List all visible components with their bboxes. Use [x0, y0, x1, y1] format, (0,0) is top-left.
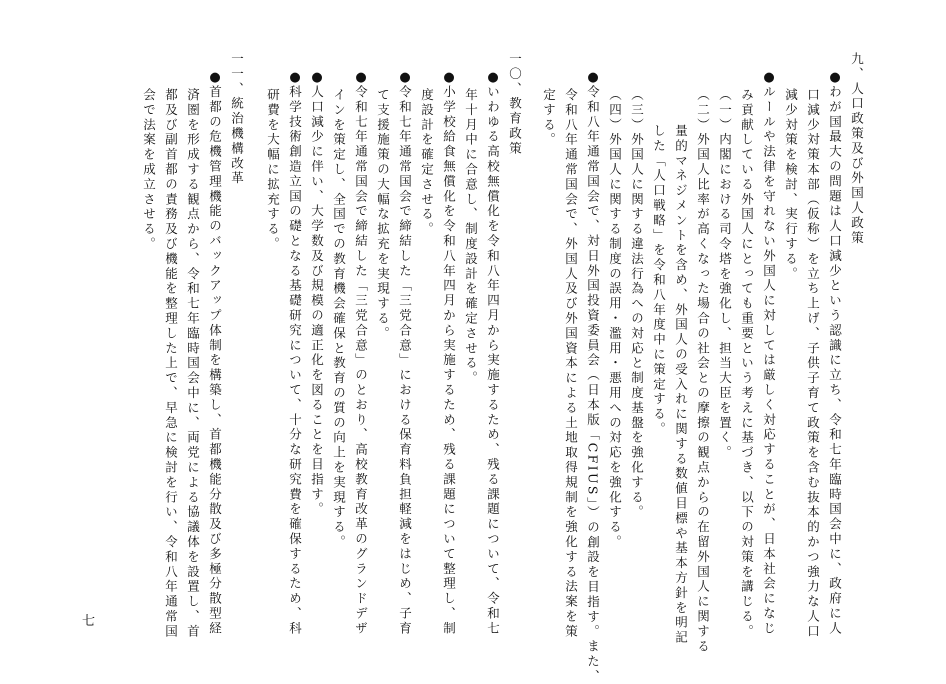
bullet-icon: ● [353, 70, 369, 85]
paragraph-line: 令和八年通常国会で、外国人及び外国資本による土地取得規制を強化する法案を策 [563, 88, 579, 640]
paragraph-line: した「人口戦略」を令和八年度中に策定する。 [651, 124, 667, 437]
list-item-3: （三）外国人に関する違法行為への対応と制度基盤を強化する。 [629, 88, 645, 521]
paragraph-line: ●令和七年通常国会で締結した「三党合意」における保育料負担軽減をはじめ、子育 [397, 70, 413, 637]
list-item-4: （四）外国人に関する制度の誤用・濫用・悪用への対応を強化する。 [607, 88, 623, 550]
paragraph-line: ●令和八年通常国会で、対日外国投資委員会（日本版「CFIUS」）の創設を目指す。また、 [585, 70, 601, 684]
paragraph-line: ●人口減少に伴い、大学数及び規模の適正化を図ることを目指す。 [309, 70, 325, 518]
paragraph-line: ●令和七年通常国会で締結した「三党合意」のとおり、高校教育改革のグランドデザ [353, 70, 369, 637]
bullet-icon: ● [309, 70, 325, 85]
bullet-icon: ● [287, 70, 303, 85]
paragraph-line: 度設計を確定させる。 [419, 88, 435, 237]
paragraph-line: て支援施策の大幅な拡充を実現する。 [375, 88, 391, 342]
section-heading-10: 一〇、教育政策 [507, 52, 523, 157]
paragraph-line: 都及び副首都の責務及び機能を整理した上で、早急に検討を行い、令和八年通常国 [163, 88, 179, 640]
paragraph-line: ●首都の危機管理機能のバックアップ体制を構築し、首都機能分散及び多極分散型経 [207, 70, 223, 637]
bullet-icon: ● [827, 70, 843, 85]
paragraph-line: ●いわゆる高校無償化を令和八年四月から実施するため、残る課題について、令和七 [485, 70, 501, 637]
section-heading-9: 九、人口政策及び外国人政策 [849, 52, 865, 246]
paragraph-line: 量的マネジメントを含め、外国人の受入れに関する数値目標や基本方針を明記 [673, 124, 689, 646]
paragraph-line: ●ルールや法律を守れない外国人に対しては厳しく対応することが、日本社会になじ [761, 70, 777, 637]
page-number: 七 [82, 614, 96, 629]
paragraph-line: 年十月中に合意し、制度設計を確定させる。 [463, 88, 479, 386]
section-heading-11: 一一、統治機構改革 [229, 52, 245, 187]
bullet-icon: ● [207, 70, 223, 85]
paragraph-line: 定する。 [541, 88, 557, 148]
paragraph-line: インを策定し、全国での教育機会確保と教育の質の向上を実現する。 [331, 88, 347, 550]
bullet-icon: ● [397, 70, 413, 85]
list-item-2: （二）外国人比率が高くなった場合の社会との摩擦の観点からの在留外国人に関する [695, 88, 711, 655]
paragraph-line: 研費を大幅に拡充する。 [265, 88, 281, 252]
paragraph-line: ●わが国最大の問題は人口減少という認識に立ち、令和七年臨時国会中に、政府に人 [827, 70, 843, 637]
bullet-icon: ● [485, 70, 501, 85]
paragraph-line: 済圏を形成する観点から、令和七年臨時国会中に、両党による協議体を設置し、首 [185, 88, 201, 640]
paragraph-line: ●小学校給食無償化を令和八年四月から実施するため、残る課題について整理し、制 [441, 70, 457, 637]
paragraph-line: 会で法案を成立させる。 [141, 88, 157, 252]
bullet-icon: ● [585, 70, 601, 85]
bullet-icon: ● [441, 70, 457, 85]
paragraph-line: 減少対策を検討、実行する。 [783, 88, 799, 282]
bullet-icon: ● [761, 70, 777, 85]
paragraph-line: 口減少対策本部（仮称）を立ち上げ、子供子育て政策を含む抜本的かつ強力な人口 [805, 88, 821, 640]
list-item-1: （一）内閣における司令塔を強化し、担当大臣を置く。 [717, 88, 733, 461]
paragraph-line: ●科学技術創造立国の礎となる基礎研究について、十分な研究費を確保するため、科 [287, 70, 303, 637]
paragraph-line: み貢献している外国人にとっても重要という考えに基づき、以下の対策を講じる。 [739, 88, 755, 640]
